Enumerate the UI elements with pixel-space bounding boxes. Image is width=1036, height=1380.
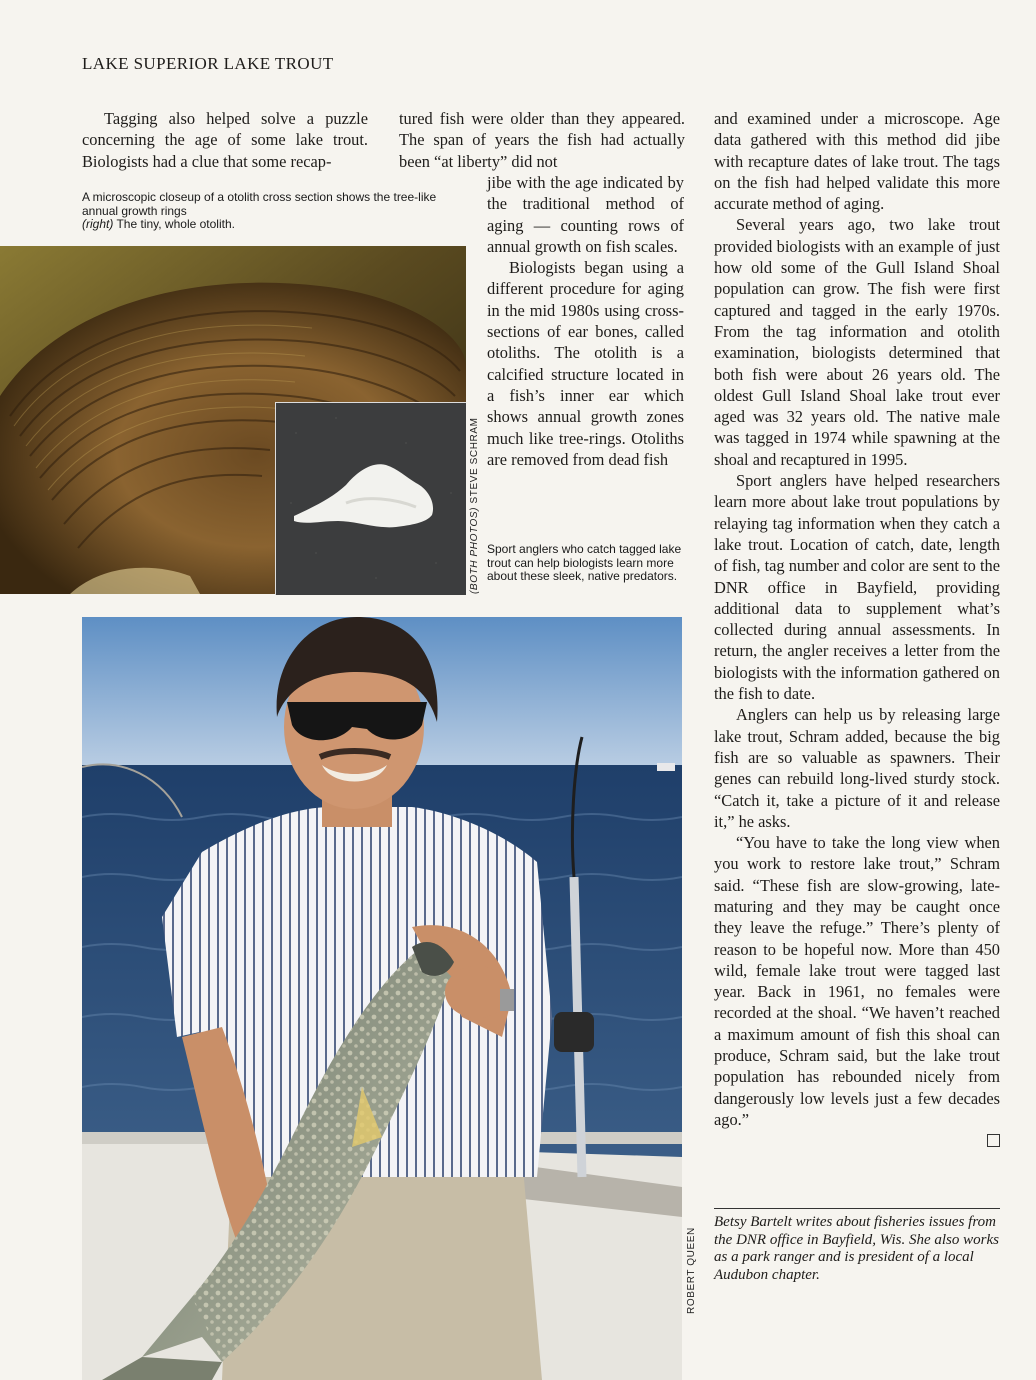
article-paragraph: jibe with the age indicated by the traditional method of aging — counting rows of annual growth on fish scales.: [487, 173, 684, 256]
article-column-2: [487, 172, 684, 470]
otolith-caption-main: A microscopic closeup of a otolith cross section shows the tree-like annual growth rings: [82, 190, 437, 218]
article-column-1: [82, 108, 368, 172]
otolith-caption-right-label: (right): [82, 217, 114, 231]
running-head: LAKE SUPERIOR LAKE TROUT: [82, 54, 334, 73]
end-of-story-mark: [987, 1134, 1000, 1147]
article-paragraph: Sport anglers have helped researchers learn more about lake trout populations by relaying tag information when they catch a lake trout. Location of catch, date, length of fish, tag number and color are sent to the DNR office in Bayfield, providing additional data to supplement what’s collected during annual assessments. In return, the angler receives a letter from the biologists with the information gathered on the fish to date.: [714, 471, 1000, 704]
article-paragraph: and examined under a microscope. Age data gathered with this method did jibe with recapture dates of lake trout. The tags on the fish had helped validate this more accurate method of aging.: [714, 109, 1000, 214]
angler-image: [82, 617, 682, 1380]
article-column-3: [714, 108, 1000, 1147]
otolith-credit-name: STEVE SCHRAM: [469, 417, 480, 504]
article-paragraph: “You have to take the long view when you work to restore lake trout,” Schram said. “These fish are slow-growing, late-maturing and they may be caught once they leave the refuge.” There’s plenty of reason to be hopeful now. More than 450 wild, female lake trout were tagged last year. Back in 1961, no females were recorded at the shoal. “We haven’t reached a maximum amount of fish this shoal can produce, Schram said, but the lake trout population has rebounded nicely from dangerously low levels just a few decades ago.”: [714, 833, 1000, 1129]
otolith-credit-prefix: (BOTH PHOTOS): [469, 506, 480, 594]
otolith-photo-credit: [469, 417, 480, 594]
article-paragraph: Biologists began using a different procedure for aging in the mid 1980s using cross-sections of ear bones, called otoliths. The otolith is a calcified structure located in a fish’s inner ear which shows annual growth zones much like tree-rings. Otoliths are removed from dead fish: [487, 258, 684, 469]
angler-with-lake-trout-photo: [82, 617, 682, 1380]
article-column-2-top: [399, 108, 685, 172]
whole-otolith-inset-photo: [275, 402, 466, 595]
otolith-caption-right-text: The tiny, whole otolith.: [116, 217, 235, 231]
otolith-caption: [82, 191, 468, 232]
angler-photo-credit: ROBERT QUEEN: [686, 1227, 697, 1314]
article-paragraph: Several years ago, two lake trout provided biologists with an example of just how old some of the Gull Island Shoal population can grow. The fish were first captured and tagged in the early 1970s. From the tag information and otolith examination, biologists determined that both fish were about 26 years old. The oldest Gull Island Shoal lake trout ever aged was 32 years old. The native male was tagged in 1974 while spawning at the shoal and recaptured in 1995.: [714, 215, 1000, 469]
article-paragraph: tured fish were older than they appeared. The span of years the fish had actually been “at liberty” did not: [399, 109, 685, 171]
article-paragraph: Anglers can help us by releasing large lake trout, Schram added, because the big fish are so valuable as spawners. Their genes can rebuild long-lived sturdy stock. “Catch it, take a picture of it and release it,” he asks.: [714, 705, 1000, 831]
whole-otolith-image: [276, 403, 466, 595]
author-bio: Betsy Bartelt writes about fisheries issues from the DNR office in Bayfield, Wis. She also works as a park ranger and is president of a local Audubon chapter.: [714, 1208, 1000, 1284]
article-paragraph: Tagging also helped solve a puzzle concerning the age of some lake trout. Biologists had a clue that some recap-: [82, 109, 368, 171]
angler-caption: Sport anglers who catch tagged lake trout can help biologists learn more about these sleek, native predators.: [487, 542, 682, 583]
